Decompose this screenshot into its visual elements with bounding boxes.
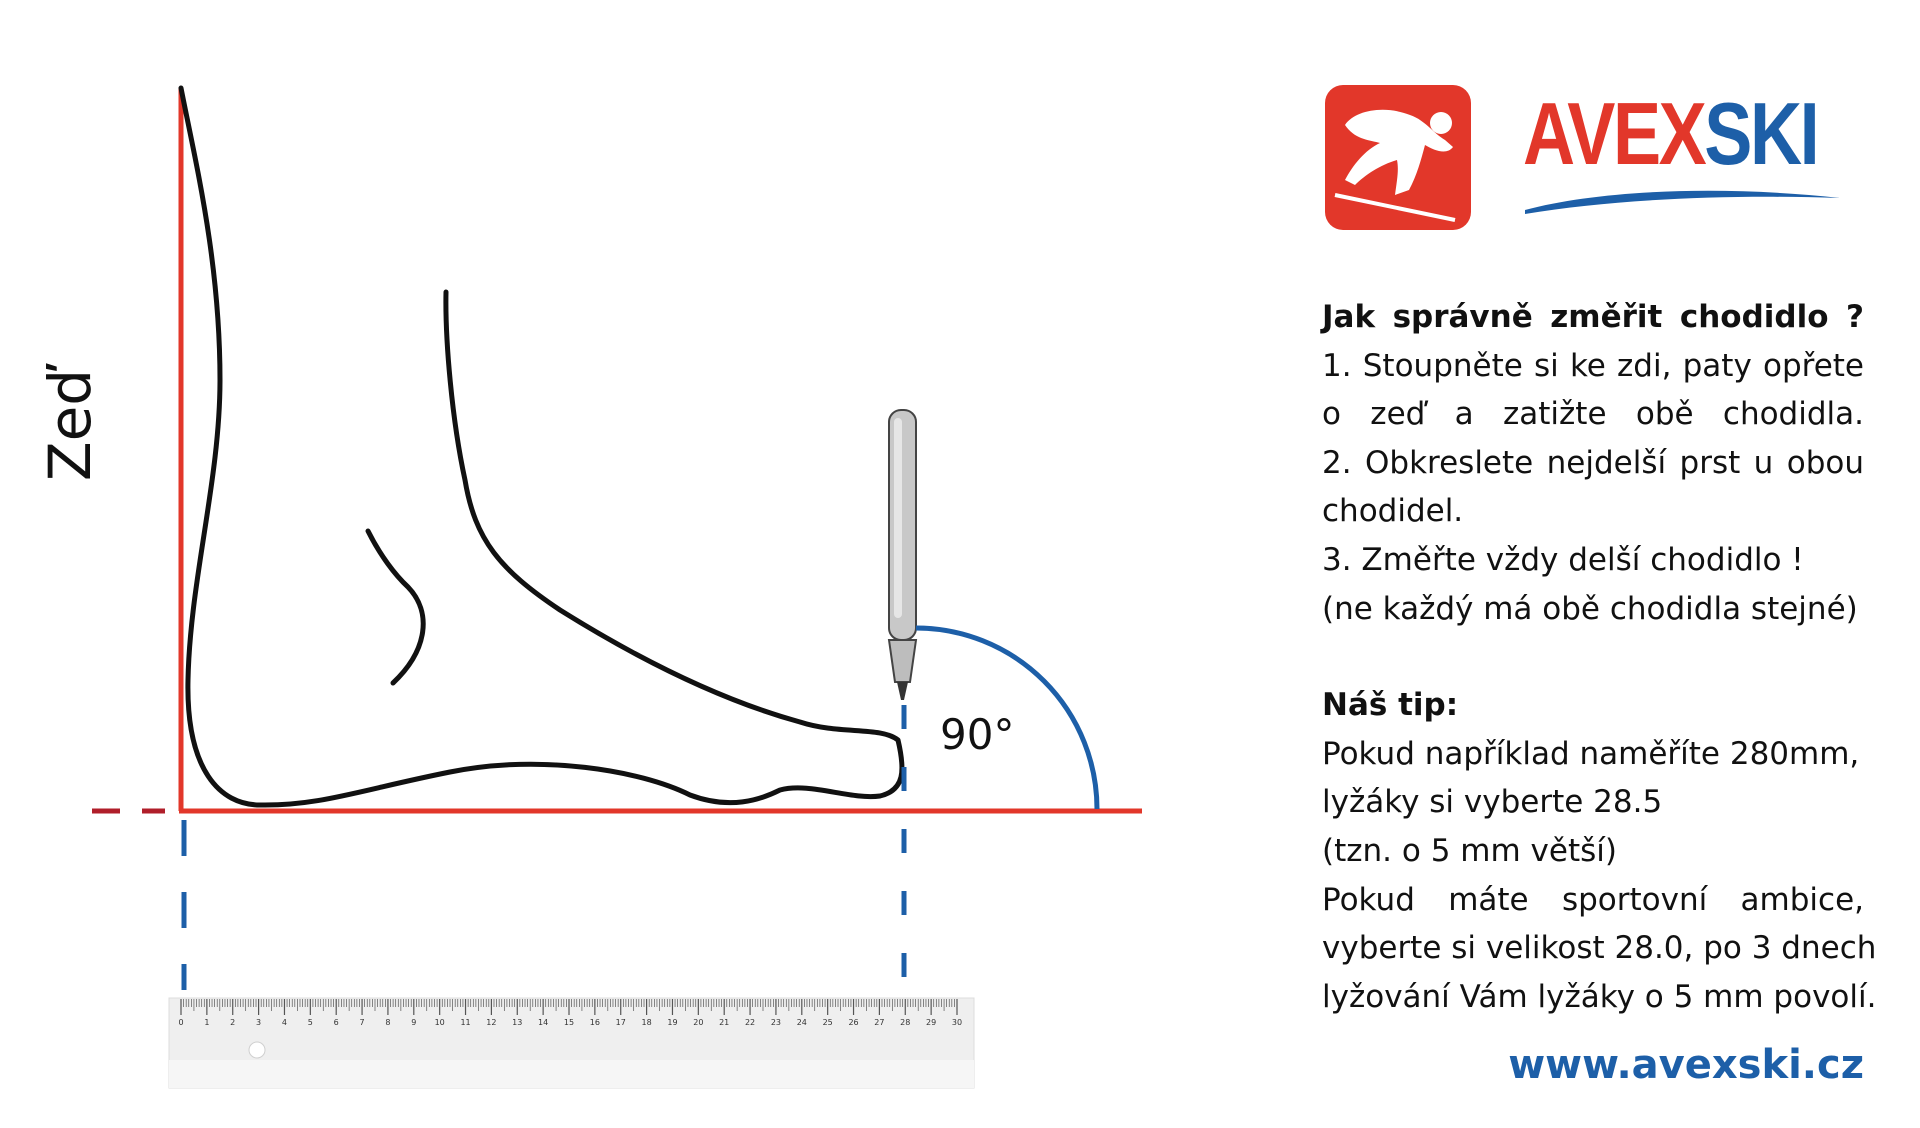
ruler-tick-label: 6 — [333, 1018, 339, 1027]
ankle-line — [368, 531, 423, 683]
ruler-tick-label: 10 — [434, 1018, 445, 1027]
angle-label: 90° — [940, 710, 1015, 759]
ruler-tick-label: 3 — [256, 1018, 262, 1027]
ruler-tick-label: 21 — [719, 1018, 730, 1027]
ruler-hole — [249, 1042, 265, 1058]
tip-heading: Náš tip: — [1322, 687, 1459, 724]
ruler-tick-label: 0 — [178, 1018, 184, 1027]
ruler-tick-label: 29 — [926, 1018, 937, 1027]
ruler-tick-label: 13 — [512, 1018, 523, 1027]
ruler-tick-label: 5 — [307, 1018, 313, 1027]
ruler-tick-label: 27 — [874, 1018, 885, 1027]
ruler-tick-label: 22 — [744, 1018, 756, 1027]
avexski-logo — [1300, 70, 1900, 270]
instruction-line: chodidel. — [1322, 493, 1464, 530]
tip-line: (tzn. o 5 mm větší) — [1322, 832, 1617, 869]
ruler-tick-label: 30 — [951, 1018, 963, 1027]
ruler-tick-label: 24 — [796, 1018, 807, 1027]
ruler-tick-label: 1 — [204, 1018, 210, 1027]
ruler-tick-label: 18 — [641, 1018, 652, 1027]
ruler-tick-label: 26 — [848, 1018, 859, 1027]
tip-line: lyžování Vám lyžáky o 5 mm povolí. — [1322, 978, 1877, 1015]
foot-outline — [181, 88, 902, 805]
logo-wordmark — [1523, 84, 1818, 183]
logo-word-avex: AVEX — [1523, 84, 1705, 183]
instruction-line: (ne každý má obě chodidla stejné) — [1322, 590, 1858, 627]
tip-line: Pokud máte sportovní ambice, — [1322, 881, 1864, 918]
pen-icon — [889, 410, 916, 700]
instruction-line: 3. Změřte vždy delší chodidlo ! — [1322, 541, 1804, 578]
logo-swoosh — [1520, 180, 1850, 220]
website-link[interactable]: www.avexski.cz — [1508, 1042, 1864, 1088]
ruler-tick-label: 2 — [230, 1018, 236, 1027]
ruler-tick-label: 17 — [615, 1018, 626, 1027]
ruler-tick-label: 11 — [460, 1018, 471, 1027]
instruction-line: o zeď a zatižte obě chodidla. — [1322, 396, 1864, 433]
ruler-tick-label: 19 — [667, 1018, 678, 1027]
tip-line: Pokud například naměříte 280mm, — [1322, 735, 1860, 772]
ruler-tick-label: 25 — [822, 1018, 833, 1027]
ruler-tick-label: 4 — [281, 1018, 288, 1027]
wall-label: Zeď — [36, 368, 104, 482]
instruction-line: 2. Obkreslete nejdelší prst u obou — [1322, 444, 1864, 481]
ruler-tick-label: 7 — [359, 1018, 365, 1027]
instruction-line: 1. Stoupněte si ke zdi, paty opřete — [1322, 347, 1864, 384]
skier-logo-icon — [1325, 85, 1471, 230]
ruler-tick-label: 16 — [589, 1018, 600, 1027]
ruler-tick-label: 23 — [770, 1018, 782, 1027]
ruler — [169, 998, 974, 1088]
ruler-tick-label: 9 — [411, 1018, 417, 1027]
ruler-tick-label: 28 — [900, 1018, 911, 1027]
ruler-tick-label: 14 — [538, 1018, 549, 1027]
ruler-tick-label: 12 — [486, 1018, 497, 1027]
tip-line: vyberte si velikost 28.0, po 3 dnech — [1322, 930, 1877, 967]
instructions-panel — [1322, 293, 1877, 1021]
ruler-tick-label: 15 — [563, 1018, 575, 1027]
ruler-tick-label: 8 — [385, 1018, 391, 1027]
ruler-tick-label: 20 — [693, 1018, 704, 1027]
tip-line: lyžáky si vyberte 28.5 — [1322, 784, 1663, 821]
instructions-heading: Jak správně změřit chodidlo ? — [1322, 299, 1864, 335]
logo-word-ski: SKI — [1704, 84, 1818, 183]
